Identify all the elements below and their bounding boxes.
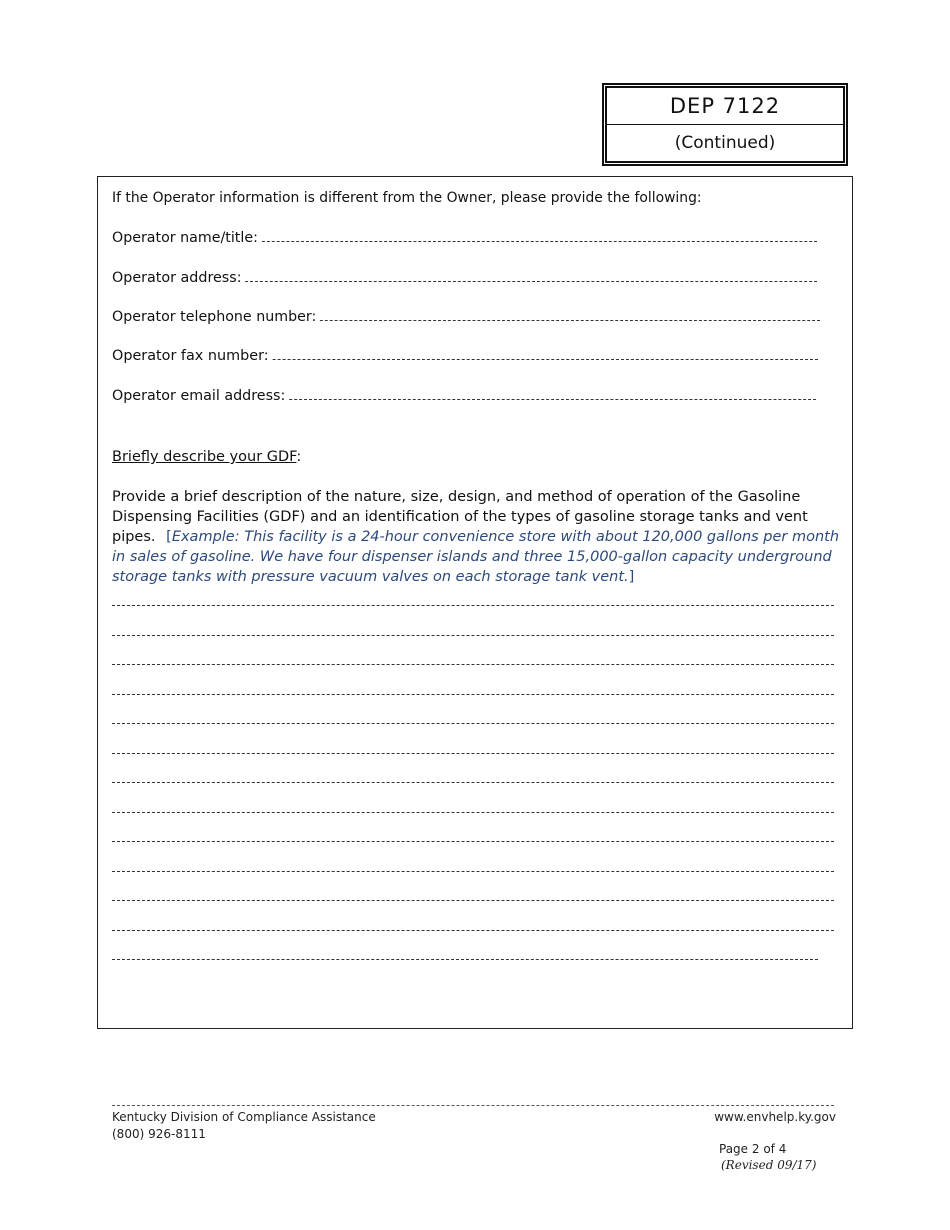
- operator-email-label: Operator email address:: [112, 388, 286, 404]
- gdf-title-colon: :: [296, 449, 302, 465]
- operator-address-row: [112, 269, 817, 286]
- footer-revised: (Revised 09/17): [721, 1158, 817, 1172]
- example-bracket-close: ]: [628, 569, 635, 585]
- footer-phone: (800) 926-8111: [112, 1127, 206, 1141]
- writing-line: [112, 634, 834, 636]
- writing-line: [112, 604, 834, 606]
- continued-label: (Continued): [674, 133, 776, 153]
- operator-fax-row: [112, 347, 818, 364]
- gdf-instructions: Provide a brief description of the nature, size, design, and method of operation of the Gasoline Dispensing Facilities (GDF) and an identification of the types of gasoline storage tanks and vent pipes.: [112, 489, 808, 545]
- writing-line: [112, 693, 834, 695]
- operator-address-label: Operator address:: [112, 270, 242, 286]
- footer-website: www.envhelp.ky.gov: [714, 1110, 836, 1124]
- form-number: DEP 7122: [607, 88, 843, 125]
- writing-line: [112, 722, 834, 724]
- operator-email-input[interactable]: [289, 387, 816, 400]
- writing-line: [112, 840, 834, 842]
- operator-name-input[interactable]: [262, 229, 817, 242]
- operator-fax-input[interactable]: [273, 347, 818, 360]
- operator-telephone-input[interactable]: [320, 308, 820, 321]
- footer-page-number: Page 2 of 4: [719, 1142, 787, 1156]
- writing-line: [112, 958, 818, 960]
- form-id-box: [602, 83, 848, 166]
- writing-line: [112, 781, 834, 783]
- gdf-section-heading: [112, 449, 301, 465]
- writing-line: [112, 811, 834, 813]
- operator-name-row: [112, 229, 817, 246]
- writing-line: [112, 899, 834, 901]
- operator-fax-label: Operator fax number:: [112, 348, 269, 364]
- writing-line: [112, 663, 834, 665]
- operator-name-label: Operator name/title:: [112, 230, 258, 246]
- operator-telephone-row: [112, 308, 820, 325]
- operator-intro: If the Operator information is different from the Owner, please provide the following:: [112, 190, 702, 206]
- example-bracket-open: [: [166, 529, 172, 545]
- writing-line: [112, 929, 834, 931]
- footer-divider: [112, 1105, 834, 1106]
- gdf-example: Example: This facility is a 24-hour convenience store with about 120,000 gallons per month in sales of gasoline. We have four dispenser islands and three 15,000-gallon capacity underground storage tanks with pressure vacuum valves on each storage tank vent.: [112, 529, 840, 585]
- operator-address-input[interactable]: [245, 269, 817, 282]
- gdf-instructions-block: [112, 487, 842, 587]
- footer-organization: Kentucky Division of Compliance Assistance: [112, 1110, 376, 1124]
- writing-line: [112, 870, 834, 872]
- operator-telephone-label: Operator telephone number:: [112, 309, 317, 325]
- writing-line: [112, 752, 834, 754]
- gdf-section-title: Briefly describe your GDF: [112, 449, 297, 465]
- operator-email-row: [112, 387, 816, 404]
